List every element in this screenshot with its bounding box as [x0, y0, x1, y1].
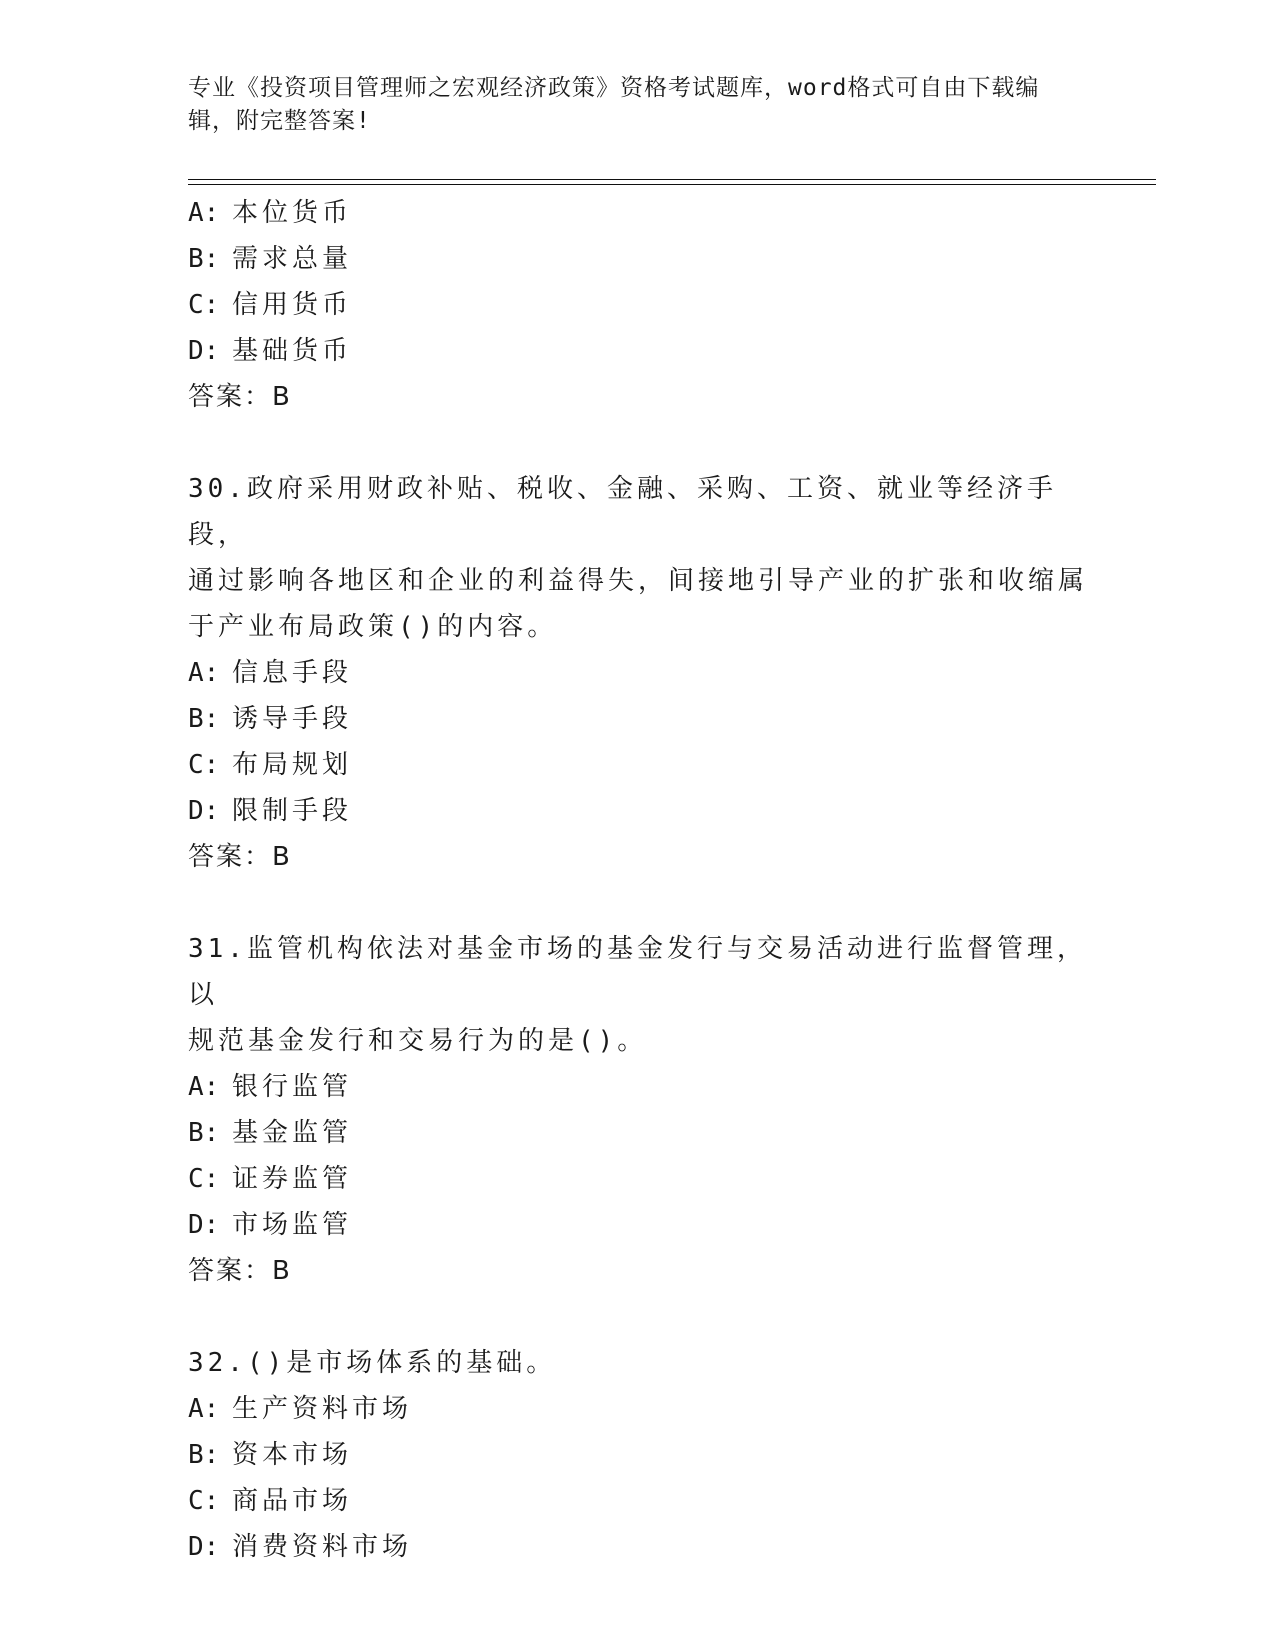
option-b — [188, 696, 1088, 742]
question-text-line: 31.监管机构依法对基金市场的基金发行与交易活动进行监督管理，以 — [188, 934, 1087, 1010]
option-text: 基础货币 — [232, 336, 353, 366]
spacer — [188, 880, 1088, 926]
question-32 — [188, 1340, 1088, 1570]
option-text: 需求总量 — [232, 244, 353, 274]
option-a — [188, 190, 1088, 236]
document-header — [188, 72, 1088, 138]
spacer — [188, 1294, 1088, 1340]
option-letter: B: — [188, 1440, 220, 1470]
option-letter: B: — [188, 244, 220, 274]
option-letter: B: — [188, 1118, 220, 1148]
option-text: 生产资料市场 — [232, 1394, 413, 1424]
option-text: 信用货币 — [232, 290, 353, 320]
option-text: 诱导手段 — [232, 704, 353, 734]
question-text-line: 于产业布局政策()的内容。 — [188, 612, 558, 642]
option-letter: C: — [188, 1164, 220, 1194]
question-31 — [188, 926, 1088, 1294]
answer-line: 答案：B — [188, 842, 292, 872]
option-c — [188, 742, 1088, 788]
option-letter: C: — [188, 290, 220, 320]
option-c — [188, 1478, 1088, 1524]
option-letter: A: — [188, 1394, 220, 1424]
option-letter: C: — [188, 1486, 220, 1516]
option-letter: D: — [188, 796, 220, 826]
question-text-line: 30.政府采用财政补贴、税收、金融、采购、工资、就业等经济手段， — [188, 474, 1057, 550]
option-text: 消费资料市场 — [232, 1532, 413, 1562]
option-b — [188, 1110, 1088, 1156]
option-letter: B: — [188, 704, 220, 734]
question-list — [188, 190, 1088, 1570]
option-letter: D: — [188, 1532, 220, 1562]
option-text: 资本市场 — [232, 1440, 353, 1470]
option-text: 商品市场 — [232, 1486, 353, 1516]
option-text: 证券监管 — [232, 1164, 353, 1194]
option-c — [188, 282, 1088, 328]
option-letter: A: — [188, 658, 220, 688]
header-line-1: 专业《投资项目管理师之宏观经济政策》资格考试题库，word格式可自由下载编 — [188, 75, 1040, 101]
question-text-line: 32.()是市场体系的基础。 — [188, 1348, 557, 1378]
header-divider-bottom — [188, 184, 1156, 185]
option-a — [188, 650, 1088, 696]
option-letter: A: — [188, 1072, 220, 1102]
option-b — [188, 1432, 1088, 1478]
option-a — [188, 1064, 1088, 1110]
question-29-options — [188, 190, 1088, 420]
option-letter: C: — [188, 750, 220, 780]
option-letter: D: — [188, 336, 220, 366]
option-d — [188, 1524, 1088, 1570]
option-text: 市场监管 — [232, 1210, 353, 1240]
answer-line: 答案：B — [188, 382, 292, 412]
option-letter: A: — [188, 198, 220, 228]
header-line-2: 辑，附完整答案! — [188, 108, 371, 134]
option-letter: D: — [188, 1210, 220, 1240]
option-text: 本位货币 — [232, 198, 353, 228]
option-d — [188, 328, 1088, 374]
question-30 — [188, 466, 1088, 880]
option-text: 基金监管 — [232, 1118, 353, 1148]
header-divider-top — [188, 179, 1156, 180]
option-text: 布局规划 — [232, 750, 353, 780]
answer-line: 答案：B — [188, 1256, 292, 1286]
option-d — [188, 788, 1088, 834]
option-b — [188, 236, 1088, 282]
option-text: 银行监管 — [232, 1072, 353, 1102]
option-c — [188, 1156, 1088, 1202]
question-text-line: 通过影响各地区和企业的利益得失，间接地引导产业的扩张和收缩属 — [188, 566, 1089, 596]
spacer — [188, 420, 1088, 466]
question-text-line: 规范基金发行和交易行为的是()。 — [188, 1026, 648, 1056]
option-text: 限制手段 — [232, 796, 353, 826]
option-d — [188, 1202, 1088, 1248]
option-a — [188, 1386, 1088, 1432]
option-text: 信息手段 — [232, 658, 353, 688]
